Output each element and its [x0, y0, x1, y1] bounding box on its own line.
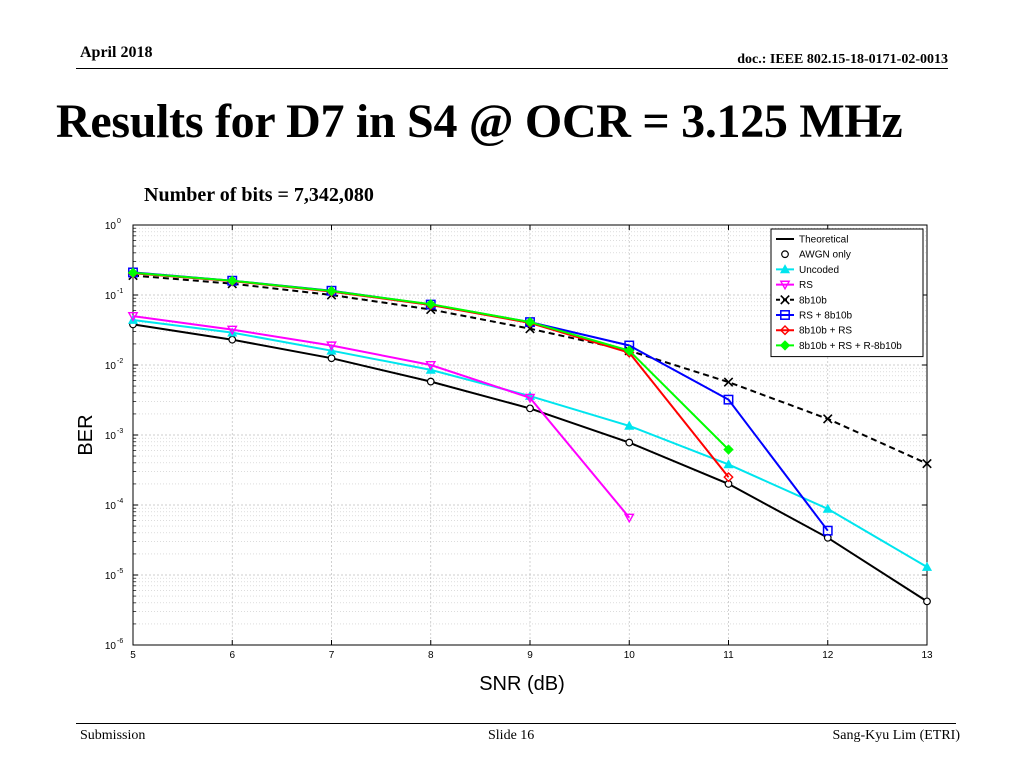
- legend-label-theoretical: Theoretical: [799, 234, 849, 246]
- y-tick-exponent: -4: [117, 498, 124, 505]
- point-awgn-only: [527, 405, 534, 412]
- x-tick-label: 13: [921, 650, 933, 661]
- footer-submission: Submission: [80, 728, 146, 743]
- x-tick-label: 9: [527, 650, 533, 661]
- y-tick-exponent: -2: [117, 358, 124, 365]
- y-tick-exponent: -3: [117, 428, 124, 435]
- footer-slide-number: Slide 16: [488, 728, 535, 743]
- legend-label-awgn-only: AWGN only: [799, 249, 851, 261]
- header-doc-id: doc.: IEEE 802.15-18-0171-02-0013: [737, 52, 948, 67]
- y-tick-label: 10: [104, 571, 116, 582]
- y-tick-exponent: -6: [117, 638, 124, 645]
- legend-label-8b10b-rs: 8b10b + RS: [799, 325, 853, 337]
- y-tick-label: 10: [104, 431, 116, 442]
- y-tick-label: 10: [104, 641, 116, 652]
- legend-marker-awgn-only: [782, 251, 789, 258]
- y-tick-exponent: -5: [117, 568, 124, 575]
- legend-label-8b10b: 8b10b: [799, 295, 827, 307]
- point-awgn-only: [626, 439, 633, 446]
- y-tick-label: 10: [104, 221, 116, 232]
- y-tick-label: 10: [104, 361, 116, 372]
- legend-label-rs-8b10b: RS + 8b10b: [799, 310, 853, 322]
- legend-box: [771, 229, 923, 357]
- x-tick-label: 12: [822, 650, 834, 661]
- footer-divider: [76, 723, 956, 724]
- legend-label-rs: RS: [799, 280, 813, 292]
- x-tick-label: 10: [623, 650, 635, 661]
- footer-author: Sang-Kyu Lim (ETRI): [832, 728, 960, 743]
- point-awgn-only: [229, 336, 236, 343]
- point-awgn-only: [328, 355, 335, 362]
- y-axis-label: BER: [75, 414, 97, 456]
- legend-label-uncoded: Uncoded: [799, 264, 840, 276]
- header-date: April 2018: [80, 44, 153, 61]
- x-tick-label: 6: [229, 650, 236, 661]
- legend-label-8b10b-rs-r-8b10b: 8b10b + RS + R-8b10b: [799, 340, 902, 352]
- point-awgn-only: [924, 598, 931, 605]
- x-tick-label: 8: [427, 650, 434, 661]
- x-tick-label: 7: [328, 650, 335, 661]
- y-tick-exponent: 0: [117, 218, 121, 225]
- slide-subtitle: Number of bits = 7,342,080: [144, 184, 374, 206]
- x-axis-label: SNR (dB): [479, 673, 565, 695]
- y-tick-exponent: -1: [117, 288, 124, 295]
- x-tick-label: 5: [130, 650, 136, 661]
- slide-title: Results for D7 in S4 @ OCR = 3.125 MHz: [56, 95, 903, 148]
- point-awgn-only: [427, 378, 434, 385]
- x-tick-label: 11: [723, 650, 734, 661]
- y-tick-label: 10: [104, 501, 116, 512]
- y-tick-label: 10: [104, 291, 116, 302]
